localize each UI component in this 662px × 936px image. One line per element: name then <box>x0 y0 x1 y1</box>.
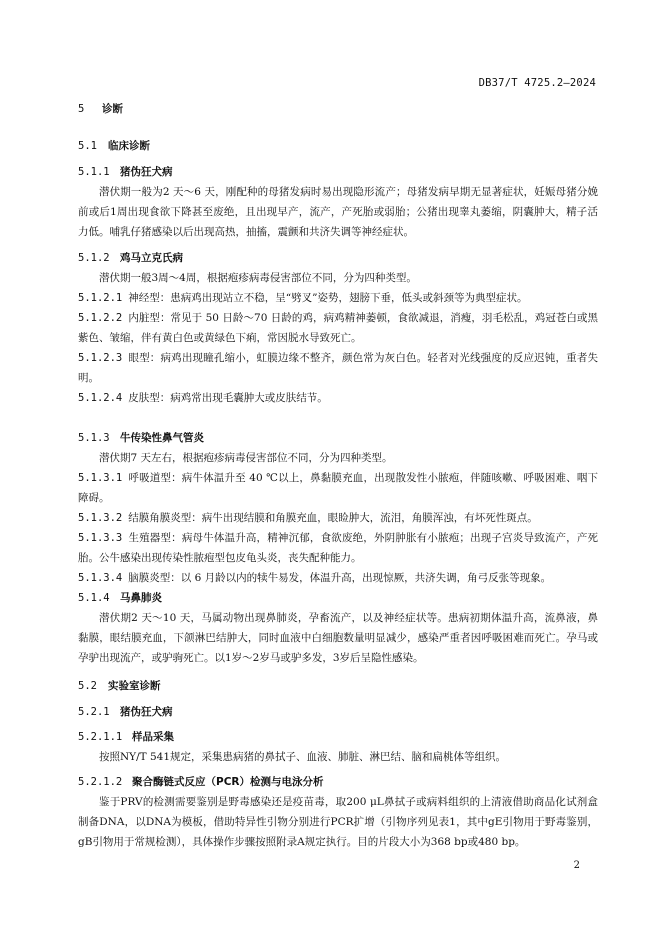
section-number: 5.2.1.2 <box>78 776 123 788</box>
document-header-id: DB37/T 4725.2—2024 <box>478 77 596 89</box>
list-item-5-1-3-2 <box>78 508 598 528</box>
item-number: 5.1.2.2 <box>78 312 123 324</box>
section-title: 实验室诊断 <box>108 680 161 692</box>
section-title: 聚合酶链式反应（PCR）检测与电泳分析 <box>132 776 324 788</box>
section-title: 诊断 <box>102 103 123 115</box>
page-number: 2 <box>573 860 580 871</box>
item-text: 内脏型：常见于 50 日龄～70 日龄的鸡，病鸡精神萎顿，食欲减退，消瘦，羽毛松乱，鸡冠苍白或黑紫色、皱缩，伴有黄白色或黄绿色下痢，常因脱水导致死亡。 <box>78 312 598 344</box>
section-number: 5.1.3 <box>78 432 110 444</box>
section-title: 牛传染性鼻气管炎 <box>120 432 204 444</box>
item-number: 5.1.3.2 <box>78 512 123 524</box>
item-text: 皮肤型：病鸡常出现毛囊肿大或皮肤结节。 <box>128 392 328 404</box>
item-text: 结膜角膜炎型：病牛出现结膜和角膜充血，眼睑肿大，流泪，角膜浑浊，有坏死性斑点。 <box>128 512 538 524</box>
item-text: 神经型：患病鸡出现站立不稳，呈“劈叉”姿势，翅膀下垂，低头或斜颈等为典型症状。 <box>128 292 528 304</box>
item-number: 5.1.2.4 <box>78 392 123 404</box>
list-item-5-1-2-4 <box>78 388 598 408</box>
heading-section-5-1-2 <box>78 250 183 265</box>
heading-section-5-1-1 <box>78 164 173 179</box>
item-number: 5.1.3.3 <box>78 532 123 544</box>
section-number: 5.2.1.1 <box>78 731 123 743</box>
item-text: 呼吸道型：病牛体温升至 40 ℃以上，鼻黏膜充血，出现散发性小脓疱，伴随咳嗽、呼吸困难、咽下障碍。 <box>78 472 598 504</box>
section-number: 5.1 <box>78 140 97 152</box>
section-number: 5 <box>78 103 85 115</box>
paragraph-ibr-intro: 潜伏期7 天左右，根据疱疹病毒侵害部位不同，分为四种类型。 <box>99 452 393 464</box>
item-number: 5.1.2.1 <box>78 292 123 304</box>
list-item-5-1-3-3 <box>78 528 598 568</box>
section-title: 鸡马立克氏病 <box>120 252 183 264</box>
heading-section-5-2-1-2 <box>78 774 324 789</box>
heading-section-5-2-1-1 <box>78 729 174 744</box>
heading-section-5-2 <box>78 678 161 693</box>
section-number: 5.2.1 <box>78 706 110 718</box>
section-number: 5.1.1 <box>78 166 110 178</box>
list-item-5-1-3-4 <box>78 568 598 588</box>
paragraph-equine-rhinopneumonitis: 潜伏期2 天～10 天，马属动物出现鼻肺炎，孕畜流产，以及神经症状等。患病初期体温升高，流鼻液，鼻黏膜，眼结膜充血，下颌淋巴结肿大，同时血液中白细胞数量明显减少，感染严重者因呼吸困难而死亡。孕马或孕驴出现流产，或驴驹死亡。以1岁～2岁马或驴多发，3岁后呈隐性感染。 <box>78 612 598 664</box>
item-text: 生殖器型：病母牛体温升高，精神沉郁，食欲废绝，外阴肿胀有小脓疱；出现子宫炎导致流产，产死胎。公牛感染出现传染性脓疱型包皮龟头炎，丧失配种能力。 <box>78 532 598 564</box>
item-text: 眼型：病鸡出现瞳孔缩小，虹膜边缘不整齐，颜色常为灰白色。轻者对光线强度的反应迟钝，重者失明。 <box>78 352 598 384</box>
heading-section-5-1-3 <box>78 430 204 445</box>
paragraph-pseudorabies-clinical: 潜伏期一般为2 天～6 天，刚配种的母猪发病时易出现隐形流产；母猪发病早期无显著症状，妊娠母猪分娩前或后1周出现食欲下降甚至废绝，且出现早产，流产，产死胎或弱胎；公猪出现睾丸萎缩，阴囊肿大，精子活力低。哺乳仔猪感染以后出现高热，抽搐，震颤和共济失调等神经症状。 <box>78 186 598 238</box>
section-number: 5.1.2 <box>78 252 110 264</box>
section-title: 马鼻肺炎 <box>120 592 162 604</box>
section-number: 5.2 <box>78 680 97 692</box>
heading-section-5-1 <box>78 138 150 153</box>
section-number: 5.1.4 <box>78 592 110 604</box>
item-number: 5.1.2.3 <box>78 352 123 364</box>
paragraph-sample-collection: 按照NY/T 541规定，采集患病猪的鼻拭子、血液、肺脏、淋巴结、脑和扁桃体等组织。 <box>99 751 507 763</box>
list-item-5-1-2-2 <box>78 308 598 348</box>
heading-section-5-2-1 <box>78 704 173 719</box>
item-number: 5.1.3.4 <box>78 572 123 584</box>
heading-section-5-1-4 <box>78 590 162 605</box>
heading-section-5 <box>78 101 123 116</box>
section-title: 临床诊断 <box>108 140 150 152</box>
list-item-5-1-2-3 <box>78 348 598 388</box>
paragraph-marek-intro: 潜伏期一般3周～4周，根据疱疹病毒侵害部位不同，分为四种类型。 <box>99 272 417 284</box>
item-number: 5.1.3.1 <box>78 472 123 484</box>
section-title: 猪伪狂犬病 <box>120 166 173 178</box>
section-title: 样品采集 <box>132 731 174 743</box>
item-text: 脑膜炎型：以 6 月龄以内的犊牛易发，体温升高，出现惊厥，共济失调，角弓反张等现象。 <box>128 572 552 584</box>
paragraph-pcr-detection: 鉴于PRV的检测需要鉴别是野毒感染还是疫苗毒，取200 μL鼻拭子或病料组织的上清液借助商品化试剂盒制备DNA，以DNA为模板，借助特异性引物分别进行PCR扩增（引物序列见表1，其中gE引物用于野毒鉴别，gB引物用于常规检测），具体操作步骤按照附录A规定执行。目的片段大小为368 bp或480 bp。 <box>78 796 598 848</box>
section-title: 猪伪狂犬病 <box>120 706 173 718</box>
list-item-5-1-2-1 <box>78 288 598 308</box>
list-item-5-1-3-1 <box>78 468 598 508</box>
